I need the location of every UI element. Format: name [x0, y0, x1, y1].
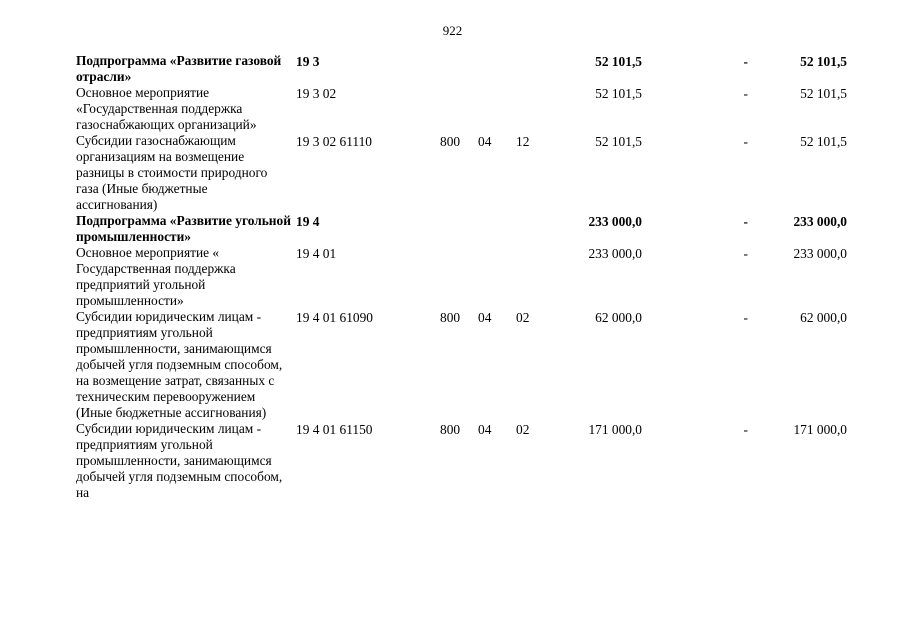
- row-name: Субсидии юридическим лицам - предприятиям угольной промышленности, занимающимся добычей угля подземным способом, на возмещение затрат, связанных с техническим перевооружением (Иные бюджетные ассигнования): [76, 309, 283, 420]
- row-sum-dash: -: [743, 214, 748, 229]
- row-sum-second: 52 101,5: [800, 134, 847, 149]
- row-name: Субсидии юридическим лицам - предприятиям угольной промышленности, занимающимся добычей угля подземным способом, на: [76, 421, 283, 500]
- row-sum-total: 62 000,0: [595, 310, 642, 325]
- row-sum-dash: -: [743, 54, 748, 69]
- row-name: Подпрограмма «Развитие газовой отрасли»: [76, 53, 282, 84]
- row-name: Основное мероприятие «Государственная поддержка газоснабжающих организаций»: [76, 85, 257, 132]
- table-row: [0, 53, 905, 85]
- row-vr-code: 800: [440, 134, 461, 149]
- row-name: Субсидии газоснабжающим организациям на возмещение разницы в стоимости природного газа (Иные бюджетные ассигнования): [76, 133, 268, 212]
- page-number: 922: [442, 23, 463, 38]
- row-csr-code: 19 3: [296, 54, 320, 69]
- row-sum-total: 233 000,0: [588, 246, 642, 261]
- row-sum-total: 52 101,5: [595, 134, 642, 149]
- row-csr-code: 19 3 02: [296, 86, 337, 101]
- table-row: [0, 421, 905, 501]
- row-name: Основное мероприятие « Государственная поддержка предприятий угольной промышленности»: [76, 245, 236, 308]
- row-sum-total: 52 101,5: [595, 54, 642, 69]
- row-csr-code: 19 4 01 61150: [296, 422, 373, 437]
- row-pr-code: 02: [516, 422, 530, 437]
- row-sum-total: 171 000,0: [588, 422, 642, 437]
- row-csr-code: 19 4 01 61090: [296, 310, 373, 325]
- table-row: [0, 133, 905, 213]
- table-row: [0, 85, 905, 133]
- row-csr-code: 19 3 02 61110: [296, 134, 373, 149]
- row-sum-second: 233 000,0: [793, 214, 847, 229]
- row-rz-code: 04: [478, 134, 492, 149]
- row-sum-second: 171 000,0: [793, 422, 847, 437]
- row-sum-dash: -: [743, 246, 748, 261]
- row-csr-code: 19 4: [296, 214, 320, 229]
- row-pr-code: 02: [516, 310, 530, 325]
- row-sum-dash: -: [743, 134, 748, 149]
- table-row: [0, 309, 905, 421]
- table-row: [0, 213, 905, 245]
- row-vr-code: 800: [440, 422, 461, 437]
- row-rz-code: 04: [478, 422, 492, 437]
- row-sum-second: 233 000,0: [793, 246, 847, 261]
- row-sum-second: 52 101,5: [800, 54, 847, 69]
- row-csr-code: 19 4 01: [296, 246, 337, 261]
- row-name: Подпрограмма «Развитие угольной промышленности»: [76, 213, 291, 244]
- row-rz-code: 04: [478, 310, 492, 325]
- row-sum-total: 233 000,0: [588, 214, 642, 229]
- row-sum-total: 52 101,5: [595, 86, 642, 101]
- row-sum-second: 52 101,5: [800, 86, 847, 101]
- row-sum-dash: -: [743, 422, 748, 437]
- row-pr-code: 12: [516, 134, 530, 149]
- row-sum-second: 62 000,0: [800, 310, 847, 325]
- row-sum-dash: -: [743, 310, 748, 325]
- table-row: [0, 245, 905, 309]
- row-sum-dash: -: [743, 86, 748, 101]
- row-vr-code: 800: [440, 310, 461, 325]
- budget-table: [0, 53, 905, 501]
